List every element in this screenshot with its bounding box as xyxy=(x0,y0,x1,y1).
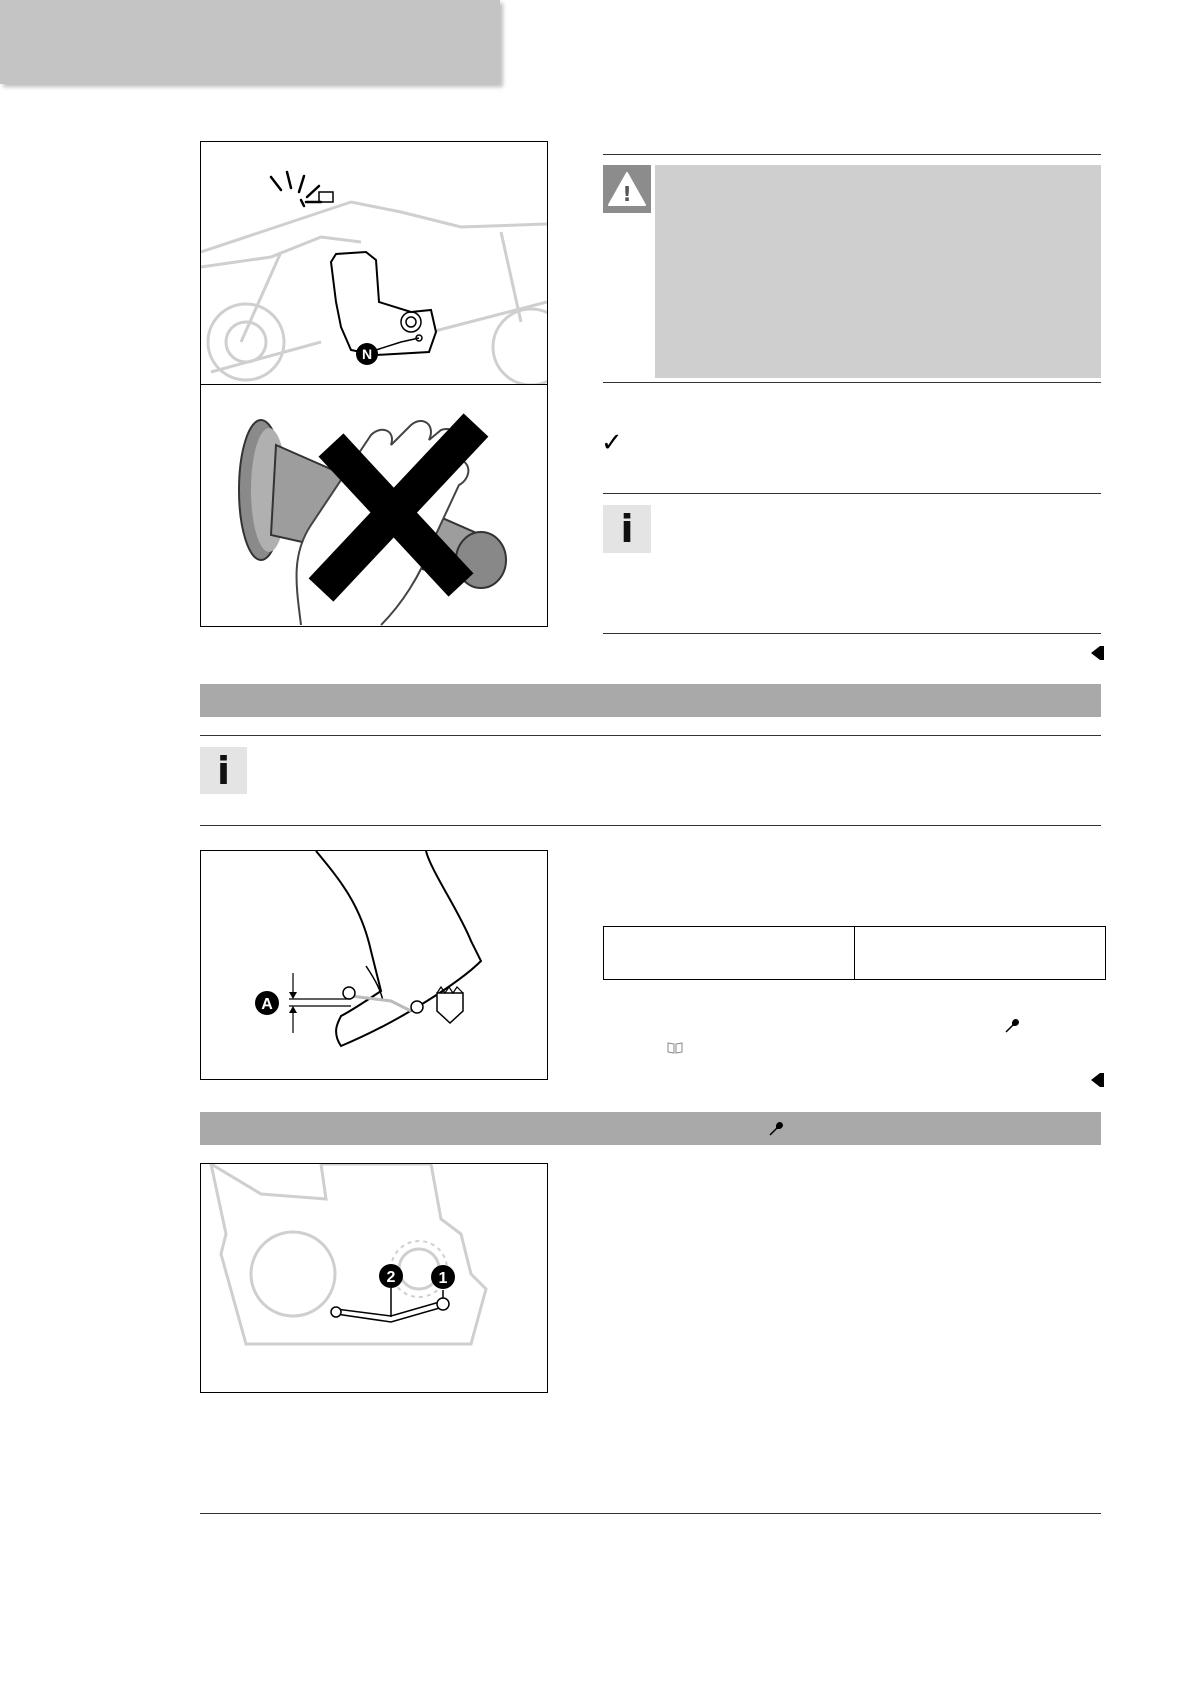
info-icon: i xyxy=(603,505,651,553)
info-icon: i xyxy=(200,747,247,794)
section-1-rule-bottom xyxy=(200,825,1101,826)
callout-2-label: 2 xyxy=(386,1269,396,1286)
figure-neutral-position xyxy=(200,141,548,385)
wrench-icon xyxy=(768,1121,784,1137)
spec-value-cell xyxy=(855,927,1106,980)
motorcycle-outline-illustration xyxy=(201,142,547,384)
callout-1-label: 1 xyxy=(438,1270,448,1287)
x-mark-label: X xyxy=(201,385,202,386)
check-bottom-rule xyxy=(603,493,1101,494)
section-heading-bar-1 xyxy=(200,684,1101,717)
warning-top-rule xyxy=(603,154,1101,155)
spec-label-cell xyxy=(604,927,855,980)
table-row xyxy=(604,927,1106,980)
figure-brake-linkage xyxy=(200,1163,548,1393)
section-heading-bar-2 xyxy=(200,1112,1101,1145)
info-note-1-bottom-rule xyxy=(603,633,1101,634)
wrench-icon xyxy=(1004,1018,1020,1034)
section-1-rule-top xyxy=(200,735,1101,736)
callout-a-label: A xyxy=(261,996,273,1013)
manual-book-icon xyxy=(667,1042,683,1054)
boot-on-pedal-illustration xyxy=(201,851,547,1079)
warning-panel xyxy=(655,165,1101,378)
spec-table xyxy=(603,926,1106,980)
section-end-mark xyxy=(1091,646,1100,660)
throttle-grip-illustration xyxy=(201,385,547,626)
figure-brake-pedal-free-travel xyxy=(200,850,548,1080)
svg-text:!: ! xyxy=(622,182,632,206)
section-end-mark xyxy=(1091,1073,1100,1087)
warning-bottom-rule xyxy=(603,382,1101,383)
figure-no-throttle xyxy=(200,384,548,627)
warning-triangle-icon xyxy=(603,165,651,213)
header-tab xyxy=(0,0,500,84)
checkmark-icon: ✓ xyxy=(601,428,623,458)
callout-n-label: N xyxy=(361,346,373,362)
engine-case-linkage-illustration xyxy=(201,1164,547,1392)
footer-rule xyxy=(200,1513,1101,1514)
